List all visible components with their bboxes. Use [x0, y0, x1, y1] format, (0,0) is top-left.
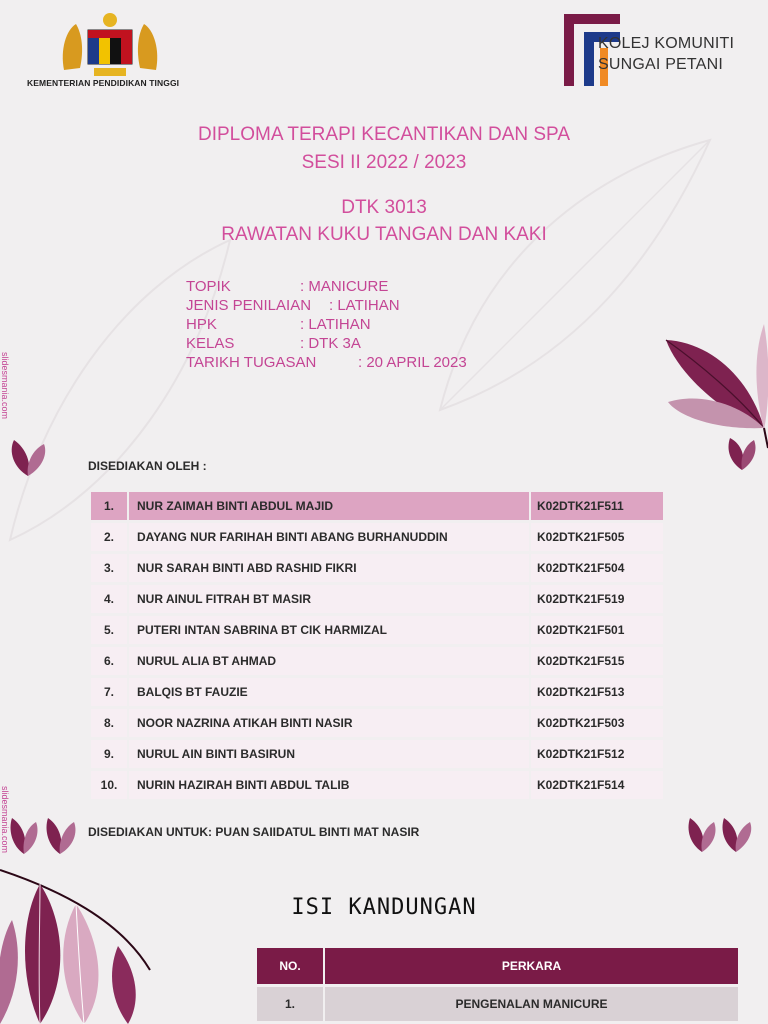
table-row	[91, 771, 663, 799]
info-key: HPK	[186, 316, 217, 333]
table-row	[91, 616, 663, 644]
college-name-line1: KOLEJ KOMUNITI	[598, 35, 735, 52]
toc-header-item: PERKARA	[323, 948, 738, 984]
member-name: NUR AINUL FITRAH BT MASIR	[127, 585, 529, 613]
leaf-decoration-icon	[724, 434, 760, 474]
member-id: K02DTK21F515	[529, 647, 663, 675]
member-id: K02DTK21F514	[529, 771, 663, 799]
table-row	[91, 678, 663, 706]
watermark-text: slidesmania.com	[0, 352, 10, 420]
info-value: : MANICURE	[300, 278, 389, 295]
info-value: : LATIHAN	[329, 297, 400, 314]
member-id: K02DTK21F505	[529, 523, 663, 551]
leaf-decoration-icon	[684, 814, 758, 856]
leaf-decoration-icon	[6, 436, 50, 480]
member-name: DAYANG NUR FARIHAH BINTI ABANG BURHANUDDIN	[127, 523, 529, 551]
coat-of-arms-logo	[58, 10, 162, 82]
toc-title: ISI KANDUNGAN	[291, 895, 477, 920]
member-id: K02DTK21F512	[529, 740, 663, 768]
table-row	[91, 554, 663, 582]
toc-header-row	[257, 948, 738, 984]
member-id: K02DTK21F513	[529, 678, 663, 706]
row-number: 4.	[91, 585, 127, 613]
table-row	[91, 740, 663, 768]
info-key: KELAS	[186, 335, 235, 352]
prepared-by-label: DISEDIAKAN OLEH :	[88, 459, 207, 473]
prepared-for-label: DISEDIAKAN UNTUK: PUAN SAIIDATUL BINTI MAT NASIR	[88, 825, 420, 839]
member-name: NUR ZAIMAH BINTI ABDUL MAJID	[127, 492, 529, 520]
table-row	[91, 523, 663, 551]
toc-header-no: NO.	[257, 948, 323, 984]
members-table	[91, 489, 663, 802]
info-value: : 20 APRIL 2023	[358, 354, 467, 371]
info-value: : LATIHAN	[300, 316, 371, 333]
member-id: K02DTK21F504	[529, 554, 663, 582]
member-name: NOOR NAZRINA ATIKAH BINTI NASIR	[127, 709, 529, 737]
member-id: K02DTK21F511	[529, 492, 663, 520]
member-id: K02DTK21F519	[529, 585, 663, 613]
table-row	[91, 492, 663, 520]
table-row	[91, 585, 663, 613]
member-name: NURUL AIN BINTI BASIRUN	[127, 740, 529, 768]
info-key: TOPIK	[186, 278, 231, 295]
member-name: NURUL ALIA BT AHMAD	[127, 647, 529, 675]
table-row	[91, 647, 663, 675]
toc-table	[257, 945, 738, 1024]
member-name: PUTERI INTAN SABRINA BT CIK HARMIZAL	[127, 616, 529, 644]
course-name: RAWATAN KUKU TANGAN DAN KAKI	[221, 224, 547, 245]
ministry-label: KEMENTERIAN PENDIDIKAN TINGGI	[27, 78, 180, 88]
row-number: 2.	[91, 523, 127, 551]
course-code: DTK 3013	[341, 197, 427, 218]
table-row	[257, 987, 738, 1021]
table-row	[91, 709, 663, 737]
programme-title: DIPLOMA TERAPI KECANTIKAN DAN SPA	[197, 124, 570, 145]
row-number: 5.	[91, 616, 127, 644]
member-id: K02DTK21F503	[529, 709, 663, 737]
info-key: TARIKH TUGASAN	[186, 354, 317, 371]
member-name: NUR SARAH BINTI ABD RASHID FIKRI	[127, 554, 529, 582]
info-value: : DTK 3A	[300, 335, 361, 352]
leaf-decoration-icon	[6, 814, 82, 858]
toc-row-number: 1.	[257, 987, 323, 1021]
toc-row-item: PENGENALAN MANICURE	[323, 987, 738, 1021]
leaf-decoration-icon	[0, 860, 160, 1024]
watermark-text: slidesmania.com	[0, 786, 10, 854]
row-number: 6.	[91, 647, 127, 675]
row-number: 3.	[91, 554, 127, 582]
row-number: 9.	[91, 740, 127, 768]
college-name-line2: SUNGAI PETANI	[598, 56, 723, 73]
member-name: NURIN HAZIRAH BINTI ABDUL TALIB	[127, 771, 529, 799]
row-number: 10.	[91, 771, 127, 799]
row-number: 1.	[91, 492, 127, 520]
session-title: SESI II 2022 / 2023	[301, 152, 467, 173]
row-number: 8.	[91, 709, 127, 737]
info-key: JENIS PENILAIAN	[186, 297, 312, 314]
row-number: 7.	[91, 678, 127, 706]
member-id: K02DTK21F501	[529, 616, 663, 644]
member-name: BALQIS BT FAUZIE	[127, 678, 529, 706]
